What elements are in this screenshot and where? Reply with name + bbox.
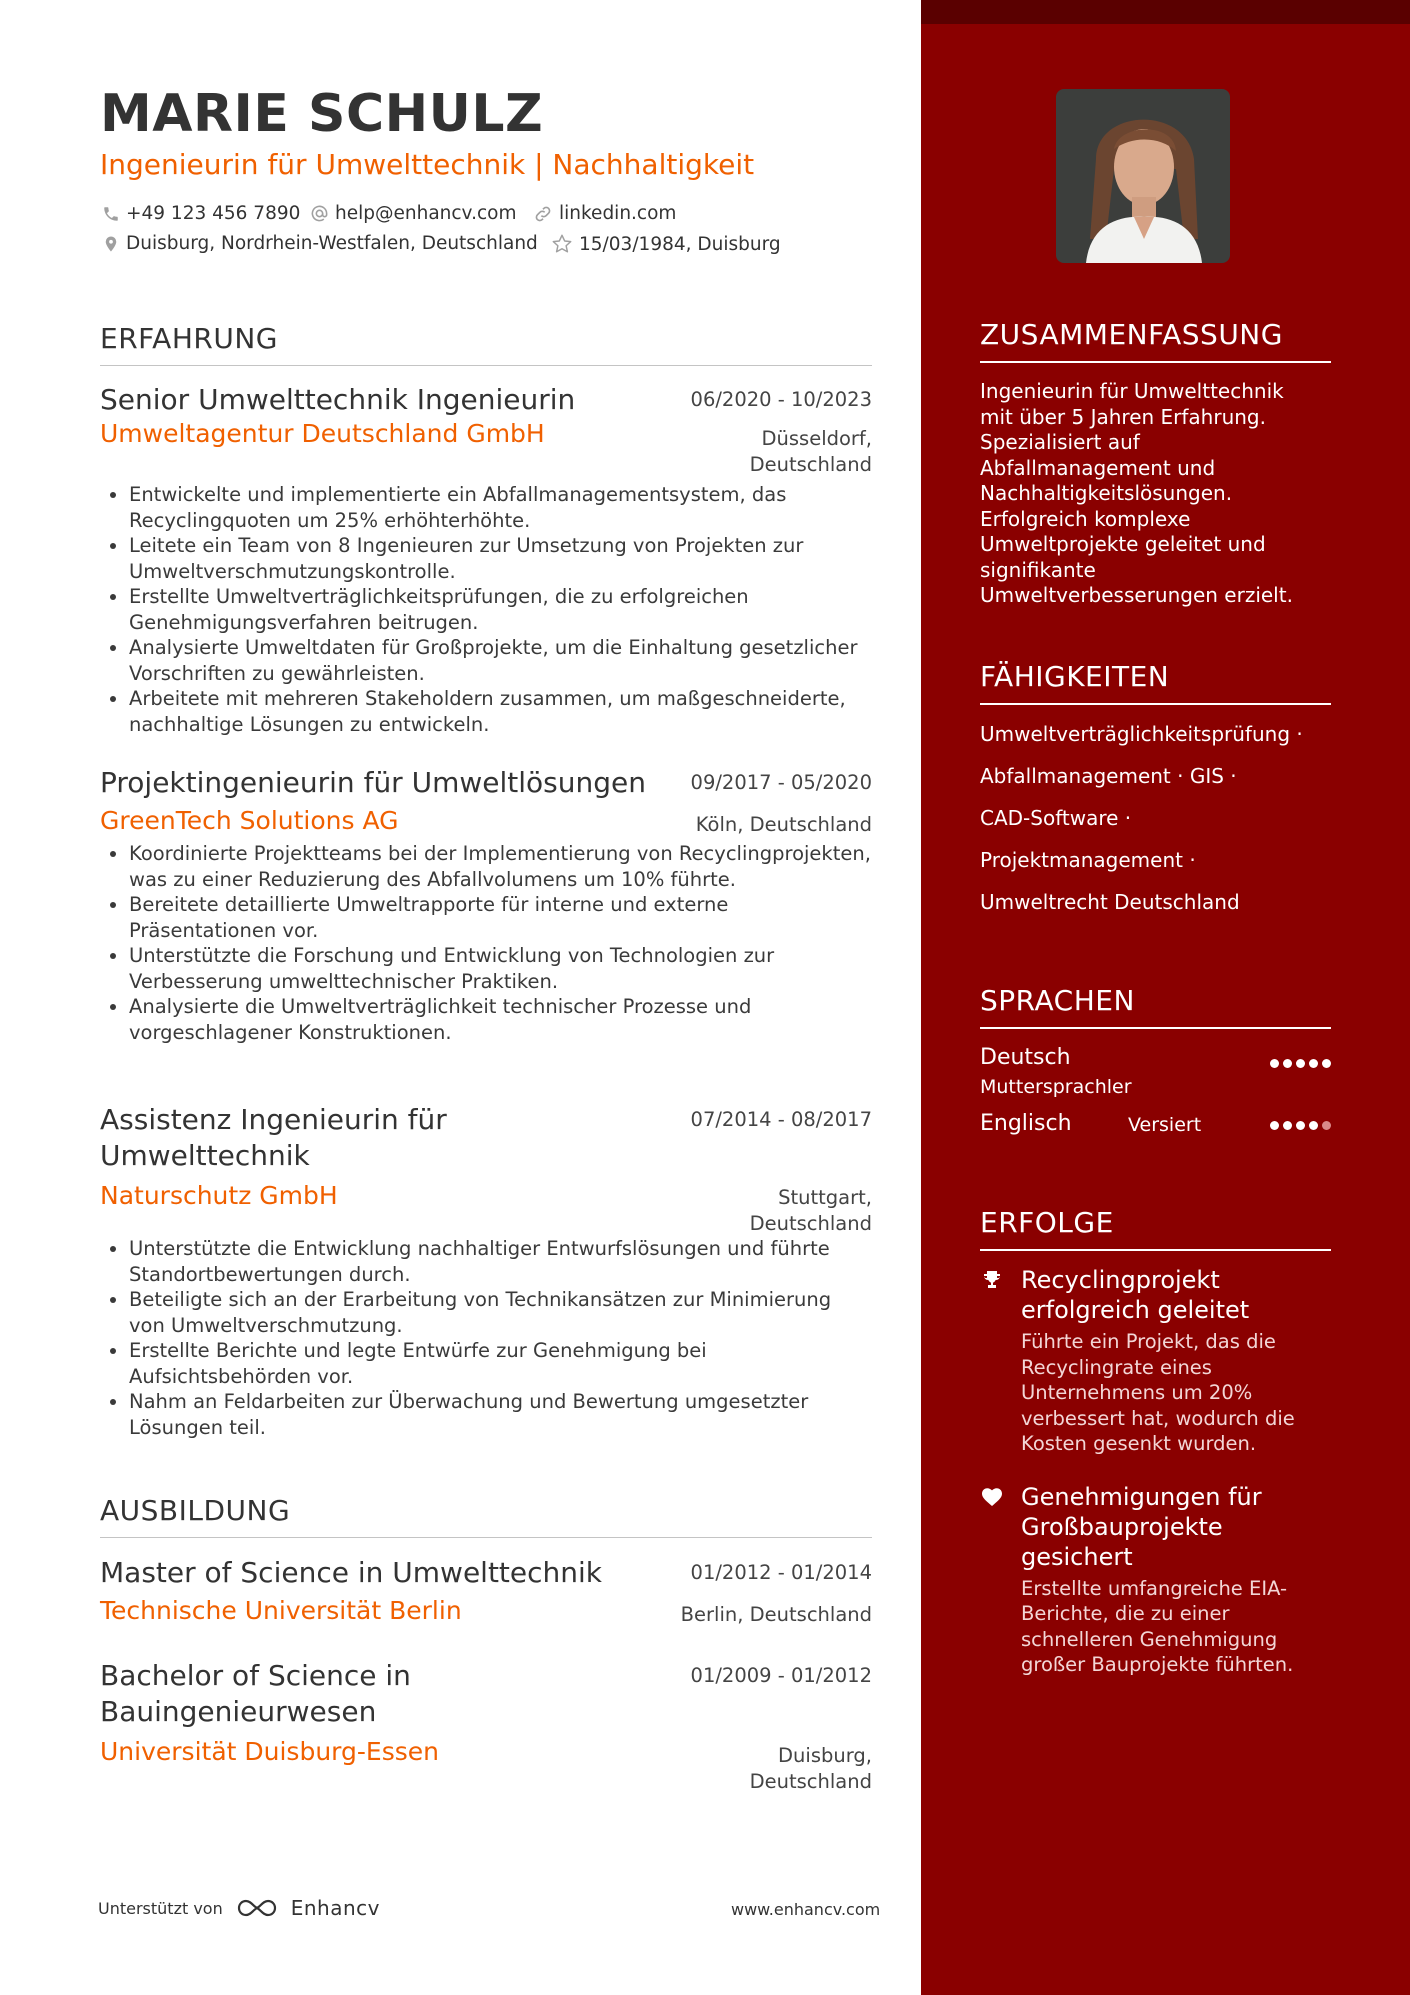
bullet-item: Erstellte Umweltverträglichkeitsprüfungen, die zu erfolgreichen Genehmigungsverfahren beitrugen. — [100, 584, 872, 635]
summary-line: signifikante — [980, 557, 1096, 582]
job-dates: 09/2017 - 05/2020 — [690, 771, 872, 794]
language-item — [980, 1045, 1331, 1105]
email-text[interactable]: help@enhancv.com — [335, 203, 517, 224]
bullet-item: Beteiligte sich an der Erarbeitung von Technikansätzen zur Minimierung von Umweltverschmutzung. — [100, 1287, 872, 1338]
candidate-name: MARIE SCHULZ — [100, 84, 544, 144]
achievement-desc-line: Recyclingrate eines — [1021, 1355, 1212, 1379]
language-item — [980, 1111, 1331, 1171]
contact-linkedin[interactable] — [533, 203, 676, 224]
education-dates: 01/2009 - 01/2012 — [690, 1664, 872, 1687]
bullet-item: Koordinierte Projektteams bei der Implementierung von Recyclingprojekten, was zu einer Reduzierung des Abfallvolumens um 10% führte. — [100, 841, 872, 892]
experience-entry — [100, 1102, 872, 1440]
contact-phone — [102, 203, 300, 224]
summary-line: Abfallmanagement und — [980, 455, 1216, 480]
summary-line: Erfolgreich komplexe — [980, 506, 1191, 531]
achievement-desc-line: verbessert hat, wodurch die — [1021, 1406, 1295, 1430]
achievement-title-line: Großbauprojekte — [1021, 1512, 1223, 1541]
enhancv-logo-icon — [233, 1896, 281, 1920]
degree-title-line: Bauingenieurwesen — [100, 1695, 377, 1728]
rating-dot — [1322, 1121, 1331, 1130]
job-location — [750, 1185, 872, 1236]
achievements-title: ERFOLGE — [980, 1206, 1331, 1251]
achievement-desc-line: Berichte, die zu einer — [1021, 1602, 1230, 1625]
achievement-description — [1021, 1576, 1331, 1678]
rating-dot — [1309, 1121, 1318, 1130]
experience-section-title: ERFAHRUNG — [100, 322, 872, 366]
contact-birth — [551, 233, 781, 255]
language-name: Englisch — [980, 1111, 1072, 1136]
sidebar — [921, 0, 1410, 1995]
skill-item: Abfallmanagement · GIS · — [980, 764, 1237, 788]
brand-name: Enhancv — [290, 1896, 380, 1920]
job-location — [750, 426, 872, 477]
summary-section — [980, 318, 1331, 609]
profile-photo — [1056, 89, 1230, 263]
job-bullets — [100, 482, 872, 737]
summary-title: ZUSAMMENFASSUNG — [980, 318, 1331, 363]
map-pin-icon — [102, 234, 120, 254]
job-bullets — [100, 1236, 872, 1440]
achievement-desc-line: Führte ein Projekt, das die — [1021, 1330, 1276, 1353]
achievement-item — [980, 1265, 1331, 1457]
summary-line: Nachhaltigkeitslösungen. — [980, 481, 1233, 505]
skills-list — [980, 720, 1331, 930]
company-name: GreenTech Solutions AG — [100, 806, 399, 835]
star-icon — [551, 233, 573, 255]
bullet-item: Arbeitete mit mehreren Stakeholdern zusammen, um maßgeschneiderte, nachhaltige Lösungen zu entwickeln. — [100, 686, 872, 737]
at-icon — [310, 204, 329, 223]
company-name: Umweltagentur Deutschland GmbH — [100, 419, 545, 448]
skills-section — [980, 660, 1331, 930]
birth-text: 15/03/1984, Duisburg — [579, 233, 781, 255]
company-name: Naturschutz GmbH — [100, 1181, 338, 1210]
achievements-section — [980, 1206, 1331, 1678]
achievement-title-line: Recyclingprojekt — [1021, 1266, 1220, 1294]
linkedin-text[interactable]: linkedin.com — [559, 203, 677, 224]
summary-line: mit über 5 Jahren Erfahrung. — [980, 404, 1266, 429]
phone-text: +49 123 456 7890 — [126, 203, 301, 224]
achievement-description — [1021, 1329, 1331, 1457]
powered-by-text: Unterstützt von — [98, 1898, 223, 1918]
bullet-item: Analysierte die Umweltverträglichkeit technischer Prozesse und vorgeschlagener Konstruktionen. — [100, 994, 872, 1045]
achievement-title — [1021, 1265, 1331, 1325]
skill-item: Umweltrecht Deutschland — [980, 890, 1240, 914]
education-location — [750, 1743, 872, 1794]
job-location — [696, 812, 872, 838]
education-section-title: AUSBILDUNG — [100, 1494, 872, 1538]
summary-line: Spezialisiert auf — [980, 430, 1140, 454]
achievement-title-line: erfolgreich geleitet — [1021, 1296, 1250, 1324]
job-bullets — [100, 841, 872, 1045]
contact-location — [102, 233, 538, 254]
summary-line: Umweltverbesserungen erzielt. — [980, 583, 1293, 607]
phone-icon — [102, 205, 120, 223]
link-icon — [533, 204, 553, 224]
education-dates: 01/2012 - 01/2014 — [690, 1561, 872, 1584]
language-name: Deutsch — [980, 1045, 1071, 1070]
school-name: Universität Duisburg-Essen — [100, 1737, 439, 1766]
job-location-line: Deutschland — [749, 1211, 872, 1235]
education-location — [681, 1602, 872, 1628]
experience-entry — [100, 382, 872, 737]
job-title: Projektingenieurin für Umweltlösungen — [100, 766, 646, 799]
headline: Ingenieurin für Umwelttechnik | Nachhaltigkeit — [100, 148, 755, 181]
heart-icon — [980, 1485, 1004, 1509]
education-entry — [100, 1555, 872, 1627]
bullet-item: Bereitete detaillierte Umweltrapporte für interne und externe Präsentationen vor. — [100, 892, 872, 943]
job-title: Senior Umwelttechnik Ingenieurin — [100, 383, 576, 416]
experience-entry — [100, 765, 872, 1045]
sidebar-top-bar — [921, 0, 1410, 24]
rating-dot — [1270, 1121, 1279, 1130]
languages-section — [980, 984, 1331, 1171]
bullet-item: Unterstützte die Forschung und Entwicklung von Technologien zur Verbesserung umwelttechnischer Praktiken. — [100, 943, 872, 994]
summary-line: Umweltprojekte geleitet und — [980, 532, 1266, 556]
rating-dot — [1309, 1059, 1318, 1068]
achievement-title — [1021, 1482, 1331, 1572]
job-title — [100, 1102, 640, 1174]
education-entry — [100, 1658, 872, 1793]
achievement-item — [980, 1482, 1331, 1678]
bullet-item: Analysierte Umweltdaten für Großprojekte, um die Einhaltung gesetzlicher Vorschriften zu gewährleisten. — [100, 635, 872, 686]
achievement-title-line: Genehmigungen für — [1021, 1482, 1262, 1511]
achievement-desc-line: großer Bauprojekte führten. — [1021, 1653, 1294, 1676]
language-level: Muttersprachler — [980, 1076, 1132, 1098]
achievement-desc-line: Unternehmens um 20% — [1021, 1381, 1253, 1404]
rating-dot — [1283, 1059, 1292, 1068]
degree-title-line: Bachelor of Science in — [100, 1659, 411, 1692]
rating-dot — [1270, 1059, 1279, 1068]
achievement-desc-line: Erstellte umfangreiche EIA- — [1021, 1576, 1288, 1600]
language-rating — [1270, 1121, 1331, 1130]
job-location-line: Köln, Deutschland — [695, 813, 872, 836]
bullet-item: Erstellte Berichte und legte Entwürfe zur Genehmigung bei Aufsichtsbehörden vor. — [100, 1338, 872, 1389]
skills-title: FÄHIGKEITEN — [980, 660, 1331, 705]
rating-dot — [1296, 1059, 1305, 1068]
skill-item: Umweltverträglichkeitsprüfung · — [980, 722, 1303, 746]
job-dates: 07/2014 - 08/2017 — [690, 1108, 872, 1131]
rating-dot — [1296, 1121, 1305, 1130]
job-location-line: Stuttgart, — [778, 1186, 872, 1209]
bullet-item: Entwickelte und implementierte ein Abfallmanagementsystem, das Recyclingquoten um 25% erhöhterhöhte. — [100, 482, 872, 533]
language-level: Versiert — [1128, 1114, 1202, 1136]
job-location-line: Düsseldorf, — [761, 427, 872, 450]
bullet-item: Nahm an Feldarbeiten zur Überwachung und Bewertung umgesetzter Lösungen teil. — [100, 1389, 872, 1440]
achievement-desc-line: schnelleren Genehmigung — [1021, 1627, 1278, 1651]
school-name: Technische Universität Berlin — [100, 1596, 462, 1625]
education-location-line: Deutschland — [749, 1769, 872, 1793]
job-title-line: Assistenz Ingenieurin für — [100, 1103, 447, 1136]
languages-title: SPRACHEN — [980, 984, 1331, 1029]
summary-text — [980, 379, 1331, 609]
education-location-line: Duisburg, — [778, 1744, 872, 1767]
location-text: Duisburg, Nordrhein-Westfalen, Deutschland — [126, 233, 538, 254]
footer-url[interactable]: www.enhancv.com — [731, 1900, 881, 1919]
rating-dot — [1322, 1059, 1331, 1068]
job-dates: 06/2020 - 10/2023 — [690, 388, 872, 411]
job-location-line: Deutschland — [749, 452, 872, 476]
summary-line: Ingenieurin für Umwelttechnik — [980, 379, 1284, 403]
achievement-desc-line: Kosten gesenkt wurden. — [1021, 1432, 1257, 1455]
bullet-item: Unterstützte die Entwicklung nachhaltiger Entwurfslösungen und führte Standortbewertungen durch. — [100, 1236, 872, 1287]
degree-title — [100, 1658, 640, 1730]
achievement-title-line: gesichert — [1021, 1542, 1133, 1571]
contact-email[interactable] — [310, 203, 516, 224]
skill-item: CAD-Software · — [980, 806, 1132, 830]
rating-dot — [1283, 1121, 1292, 1130]
skill-item: Projektmanagement · — [980, 848, 1196, 872]
bullet-item: Leitete ein Team von 8 Ingenieuren zur Umsetzung von Projekten zur Umweltverschmutzungskontrolle. — [100, 533, 872, 584]
job-title-line: Umwelttechnik — [100, 1139, 310, 1172]
language-rating — [1270, 1059, 1331, 1068]
footer-branding[interactable] — [98, 1896, 380, 1920]
trophy-icon — [980, 1268, 1004, 1292]
degree-title: Master of Science in Umwelttechnik — [100, 1556, 603, 1589]
education-location-line: Berlin, Deutschland — [680, 1603, 872, 1626]
